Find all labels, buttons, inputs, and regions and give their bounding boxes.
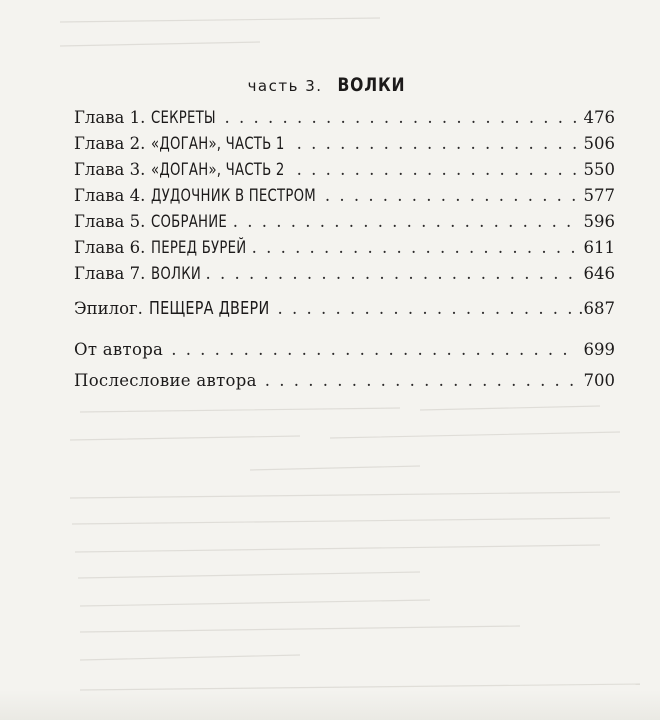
part-heading xyxy=(0,74,660,96)
leader-dots xyxy=(233,212,578,231)
entry-title: Послесловие автора xyxy=(74,371,257,390)
entry-page-number: 611 xyxy=(583,238,615,257)
entry-page-number: 596 xyxy=(583,212,615,231)
toc-entry-chapter-1[interactable] xyxy=(74,108,615,132)
toc-entry-chapter-4[interactable] xyxy=(74,186,615,210)
entry-page-number: 646 xyxy=(583,264,615,283)
toc-entry-epilogue[interactable] xyxy=(74,298,615,322)
entry-prefix: Глава 1. xyxy=(74,108,146,127)
entry-page-number: 700 xyxy=(583,371,615,390)
entry-title: ПЕРЕД БУРЕЙ xyxy=(151,238,247,258)
entry-title: СОБРАНИЕ xyxy=(151,212,228,232)
scan-edge-shading xyxy=(0,690,660,720)
toc-entry-authors-note[interactable] xyxy=(74,340,615,364)
part-title: ВОЛКИ xyxy=(337,74,405,96)
leader-dots xyxy=(252,238,578,257)
leader-dots xyxy=(297,160,578,179)
leader-dots xyxy=(325,186,578,205)
toc-entry-chapter-7[interactable] xyxy=(74,264,615,288)
entry-title: ПЕЩЕРА ДВЕРИ xyxy=(148,298,270,319)
entry-prefix: Глава 6. xyxy=(74,238,146,257)
entry-page-number: 699 xyxy=(583,340,615,359)
leader-dots xyxy=(225,108,578,127)
entry-prefix: Глава 4. xyxy=(74,186,146,205)
entry-title: От автора xyxy=(74,340,164,359)
leader-dots xyxy=(278,299,579,318)
entry-page-number: 476 xyxy=(583,108,615,127)
leader-dots xyxy=(265,371,578,390)
entry-title: ДУДОЧНИК В ПЕСТРОМ xyxy=(151,186,317,206)
entry-title: «ДОГАН», ЧАСТЬ 2 xyxy=(151,160,285,180)
leader-dots xyxy=(171,340,577,359)
entry-page-number: 550 xyxy=(583,160,615,179)
leader-dots xyxy=(205,264,577,283)
entry-page-number: .687 xyxy=(578,299,615,318)
entry-title: «ДОГАН», ЧАСТЬ 1 xyxy=(151,134,285,154)
entry-page-number: 577 xyxy=(583,186,615,205)
entry-prefix: Глава 5. xyxy=(74,212,146,231)
leader-dots xyxy=(297,134,578,153)
part-label: часть 3. xyxy=(247,77,323,95)
entry-prefix: Глава 2. xyxy=(74,134,146,153)
toc-entry-chapter-2[interactable] xyxy=(74,134,615,158)
toc-entry-chapter-6[interactable] xyxy=(74,238,615,262)
toc-entry-chapter-3[interactable] xyxy=(74,160,615,184)
entry-prefix: Глава 3. xyxy=(74,160,146,179)
entry-title: СЕКРЕТЫ xyxy=(151,108,217,128)
toc-entry-chapter-5[interactable] xyxy=(74,212,615,236)
entry-title: ВОЛКИ xyxy=(151,264,202,284)
entry-page-number: 506 xyxy=(583,134,615,153)
entry-prefix: Эпилог. xyxy=(74,299,143,318)
toc-entry-afterword[interactable] xyxy=(74,371,615,395)
entry-prefix: Глава 7. xyxy=(74,264,146,283)
